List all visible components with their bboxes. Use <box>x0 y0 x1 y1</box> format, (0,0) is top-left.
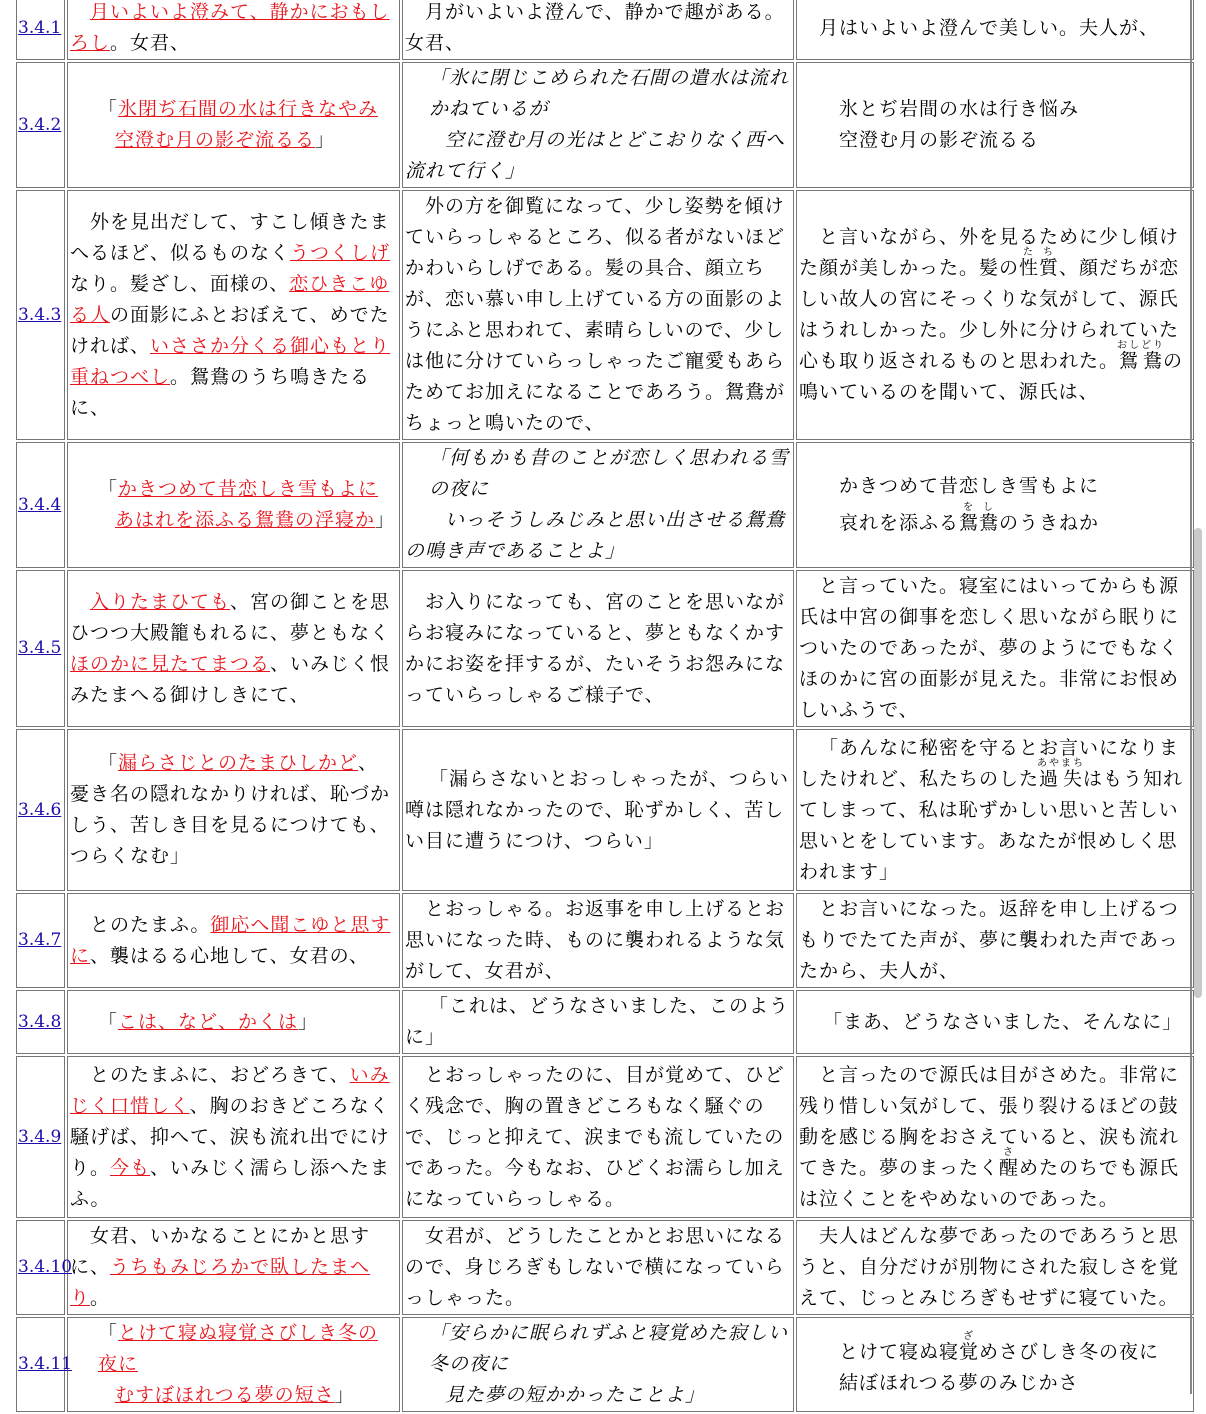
literary-text-fragment: 「あんなに秘密を守るとお言いになりましたけれど、私たちのした <box>799 736 1180 790</box>
literary-translation-cell <box>796 893 1194 988</box>
highlighted-phrase: こは、など、かくは <box>118 1010 299 1033</box>
row-id-link[interactable]: 3.4.2 <box>18 114 62 135</box>
quote-open: 「 <box>98 98 119 120</box>
table-row <box>16 570 1194 727</box>
modern-translation-cell <box>402 990 794 1054</box>
modern-poem-line: 「何もかも昔のことが恋しく思われる雪の夜に <box>429 447 790 500</box>
row-id-link[interactable]: 3.4.4 <box>18 494 62 515</box>
literary-text-fragment: の鳴いているのを聞いて、源氏は、 <box>799 350 1184 403</box>
row-id-link[interactable]: 3.4.9 <box>18 1126 62 1147</box>
ruby-annotated-word: 性質たち <box>1019 247 1060 279</box>
modern-text: お入りになっても、宮のことを思いながらお寝みになっていると、夢ともなくかすかにお姿を拝するが、たいそうお怨みになっていらっしゃるご様子で、 <box>405 590 786 706</box>
table-row <box>16 990 1194 1054</box>
modern-poem-line: 「氷に閉じこめられた石間の遣水は流れかねているが <box>429 67 790 120</box>
original-text-cell <box>67 990 400 1054</box>
modern-text: 月がいよいよ澄んで、静かで趣がある。女君、 <box>405 1 785 54</box>
literary-translation-cell <box>796 570 1194 727</box>
vertical-scrollbar[interactable] <box>1194 528 1202 998</box>
quote-open: 「 <box>98 752 119 774</box>
literary-text: 「まあ、どうなさいました、そんなに」 <box>823 1010 1183 1033</box>
highlighted-phrase: いささか分くる御心もとり重ねつべし <box>70 334 391 388</box>
original-text-cell <box>67 1220 400 1315</box>
original-text-fragment: 女君、いかなることにかと思すに、 <box>70 1225 371 1278</box>
literary-text-fragment: と言いながら、外を見るために少し傾けた顔が美しかった。髪の <box>799 226 1180 279</box>
ruby-annotated-word: 鴛鴦をし <box>959 502 1000 534</box>
table-row <box>16 1220 1194 1315</box>
highlighted-phrase: 氷閉ぢ石間の水は行きなやみ <box>118 98 379 120</box>
original-text-cell <box>67 1317 400 1412</box>
original-text-fragment: 、いみじく恨みたまへる御けしきにて、 <box>70 652 391 706</box>
modern-translation-cell <box>402 1056 794 1218</box>
original-text-fragment: 、憂き名の隠れなかりければ、恥づかしう、苦しき目を見るにつけても、つらくなむ <box>70 752 391 867</box>
literary-text: 月はいよいよ澄んで美しい。夫人が、 <box>819 16 1160 39</box>
ruby-annotated-word: 醒さ <box>999 1146 1020 1179</box>
highlighted-phrase: あはれを添ふる鴛鴦の浮寝か <box>115 509 376 531</box>
original-text-fragment: 。 <box>90 1287 111 1309</box>
highlighted-phrase: うちもみじろかで臥したまへり <box>70 1256 371 1309</box>
quote-open: 「 <box>98 1010 119 1033</box>
modern-text: とおっしゃる。お返事を申し上げるとお思いになった時、ものに襲われるような気がして、女君が、 <box>405 898 786 982</box>
highlighted-phrase: かきつめて昔恋しき雪もよに <box>118 478 379 500</box>
ruby-annotated-word: 覚ざ <box>959 1330 980 1363</box>
original-text-cell <box>67 893 400 988</box>
table-row <box>16 893 1194 988</box>
row-id-link[interactable]: 3.4.1 <box>18 17 62 38</box>
row-id-link[interactable]: 3.4.6 <box>18 799 62 820</box>
row-id-cell <box>16 729 65 891</box>
text-comparison-sheet <box>14 0 1190 1414</box>
literary-text-fragment: めたのちでも源氏は泣くことをやめないのであった。 <box>799 1156 1179 1210</box>
literary-poem-line: 結ぼほれつる夢のみじかさ <box>839 1371 1079 1394</box>
quote-open: 「 <box>98 478 119 500</box>
original-text-cell <box>67 729 400 891</box>
modern-translation-cell <box>402 62 794 188</box>
original-text-fragment: 。女君、 <box>110 32 191 54</box>
original-text-fragment: とのたまふに、おどろきて、 <box>90 1063 350 1086</box>
modern-translation-cell <box>402 442 794 568</box>
original-text-fragment: 、胸のおきどころなく騒げば、抑へて、涙も流れ出でにけり。 <box>70 1094 390 1179</box>
row-id-cell <box>16 1056 65 1218</box>
literary-translation-cell <box>796 0 1194 60</box>
literary-translation-cell <box>796 1317 1194 1412</box>
literary-text-fragment: と言ったので源氏は目がさめた。非常に残り惜しい気がして、張り裂けるほどの鼓動を感じる胸をおさえていると、涙も流れてきた。夢のまったく <box>799 1063 1180 1179</box>
ruby-annotated-word: 過失あやまち <box>1037 757 1086 790</box>
literary-translation-cell <box>796 1220 1194 1315</box>
original-text-fragment: 。鴛鴦のうち鳴きたるに、 <box>70 365 371 419</box>
original-text-fragment: 、いみじく濡らし添へたまふ。 <box>70 1156 391 1210</box>
modern-translation-cell <box>402 893 794 988</box>
table-row <box>16 729 1194 891</box>
highlighted-phrase: 空澄む月の影ぞ流るる <box>115 129 316 151</box>
literary-text-fragment: 哀れを添ふる <box>839 512 960 534</box>
modern-text: 「これは、どうなさいました、このように」 <box>405 995 790 1048</box>
table-row <box>16 1056 1194 1218</box>
row-id-cell <box>16 893 65 988</box>
literary-translation-cell <box>796 1056 1194 1218</box>
table-row <box>16 442 1194 568</box>
modern-text: 外の方を御覧になって、少し姿勢を傾けていらっしゃるところ、似る者がないほどかわいらしげである。髪の具合、顔立ちが、恋い慕い申し上げている方の面影のようにふと思われて、素晴らしいので、少しは他に分けていらっしゃったご寵愛もあらためてお加えになることであろう。鴛鴦がちょっと鳴いたので、 <box>405 195 786 434</box>
row-id-cell <box>16 570 65 727</box>
original-text-fragment: なり。髪ざし、面様の、 <box>70 272 290 295</box>
original-text-cell <box>67 570 400 727</box>
modern-translation-cell <box>402 190 794 440</box>
table-row <box>16 0 1194 60</box>
table-row <box>16 1317 1194 1412</box>
modern-poem-line: 空に澄む月の光はとどこおりなく西へ流れて行く」 <box>405 129 786 182</box>
row-id-cell <box>16 1317 73 1412</box>
original-text-fragment: 外を見出だして、すこし傾きたまへるほど、似るものなく <box>70 210 390 264</box>
literary-translation-cell <box>796 442 1194 568</box>
modern-translation-cell <box>402 1317 794 1412</box>
highlighted-phrase: 今も <box>110 1156 151 1179</box>
literary-text: と言っていた。寝室にはいってからも源氏は中宮の御事を恋しく思いながら眠りについたのであったが、夢のようにでもなくほのかに宮の面影が見えた。非常にお恨めしいふうで、 <box>799 575 1180 721</box>
modern-translation-cell <box>402 570 794 727</box>
modern-poem-line: いっそうしみじみと思い出させる鴛鴦の鳴き声であることよ」 <box>405 509 786 562</box>
highlighted-phrase: 恋ひきこゆる人 <box>70 272 390 326</box>
original-text-fragment: の面影にふとおぼえて、めでたければ、 <box>70 303 390 357</box>
modern-poem-line: 見た夢の短かかったことよ」 <box>445 1384 706 1406</box>
row-id-cell <box>16 0 65 60</box>
original-text-cell <box>67 1056 400 1218</box>
literary-text: とお言いになった。返辞を申し上げるつもりでたてた声が、夢に襲われた声であったから、夫人が、 <box>799 898 1179 982</box>
literary-poem-line: 氷とぢ岩間の水は行き悩み <box>839 98 1080 120</box>
highlighted-phrase: むすぼほれつる夢の短さ <box>115 1384 335 1406</box>
highlighted-phrase: ほのかに見たてまつる <box>70 652 271 675</box>
literary-poem-line: かきつめて昔恋しき雪もよに <box>839 475 1100 497</box>
highlighted-phrase: 月いよいよ澄みて、静かにおもしろし <box>70 1 390 54</box>
highlighted-phrase: うつくしげ <box>290 241 391 264</box>
literary-translation-cell <box>796 990 1194 1054</box>
literary-translation-cell <box>796 729 1194 891</box>
original-text-cell <box>67 0 400 60</box>
modern-text: 「漏らさないとおっしゃったが、つらい噂は隠れなかったので、恥ずかしく、苦しい目に遭うにつけ、つらい」 <box>405 767 790 852</box>
literary-text-fragment: とけて寝ぬ寝 <box>839 1340 960 1363</box>
highlighted-phrase: 入りたまひても <box>90 590 231 613</box>
row-id-cell <box>16 990 65 1054</box>
ruby-annotated-word: 鴛鴦おしどり <box>1117 340 1166 372</box>
row-id-cell <box>16 62 65 188</box>
comparison-table <box>14 0 1196 1414</box>
modern-translation-cell <box>402 729 794 891</box>
original-text-cell <box>67 442 400 568</box>
modern-translation-cell <box>402 1220 794 1315</box>
modern-text: とおっしゃったのに、目が覚めて、ひどく残念で、胸の置きどころもなく騒ぐので、じっと抑えて、涙までも流していたのであった。今もなお、ひどくお濡らし加えになっていらっしゃる。 <box>405 1063 785 1210</box>
modern-poem-line: 「安らかに眠られずふと寝覚めた寂しい冬の夜に <box>429 1322 789 1375</box>
original-text-fragment: 、襲はるる心地して、女君の、 <box>90 944 369 967</box>
row-id-link[interactable]: 3.4.11 <box>18 1354 73 1374</box>
quote-close: 」 <box>315 129 336 151</box>
row-id-cell <box>16 190 65 440</box>
row-id-link[interactable]: 3.4.10 <box>18 1257 73 1277</box>
original-text-cell <box>67 190 400 440</box>
original-text-fragment: とのたまふ。 <box>90 913 211 936</box>
quote-close: 」 <box>170 845 191 867</box>
table-row <box>16 190 1194 440</box>
quote-close: 」 <box>375 509 396 531</box>
literary-text: 夫人はどんな夢であったのであろうと思うと、自分だけが別物にされた寂しさを覚えて、じっとみじろぎもせずに寝ていた。 <box>799 1225 1180 1309</box>
literary-text-fragment: めさびしき冬の夜に <box>979 1340 1160 1363</box>
row-id-link[interactable]: 3.4.7 <box>18 930 62 950</box>
literary-translation-cell <box>796 190 1194 440</box>
highlighted-phrase: 御応へ聞こゆと思すに <box>70 913 391 967</box>
literary-translation-cell <box>796 62 1194 188</box>
quote-close: 」 <box>298 1010 319 1033</box>
literary-poem-line: 空澄む月の影ぞ流るる <box>839 129 1040 151</box>
row-id-link[interactable]: 3.4.5 <box>18 638 62 658</box>
quote-close: 」 <box>334 1384 355 1406</box>
page-edge-rule <box>1190 0 1192 1394</box>
highlighted-phrase: いみじく口惜しく <box>70 1063 390 1117</box>
quote-open: 「 <box>98 1322 119 1344</box>
row-id-cell <box>16 1220 73 1315</box>
literary-text-fragment: 、顔だちが恋しい故人の宮にそっくりな気がして、源氏はうれしかった。少し外に分けられていた心も取り返されるものと思われた。 <box>799 257 1180 372</box>
literary-text-fragment: のうきねか <box>999 512 1100 534</box>
highlighted-phrase: 漏らさじとのたまひしかど <box>118 752 359 774</box>
row-id-link[interactable]: 3.4.8 <box>18 1011 62 1032</box>
modern-translation-cell <box>402 0 794 60</box>
row-id-cell <box>16 442 65 568</box>
original-text-fragment: 、宮の御ことを思ひつつ大殿籠もれるに、夢ともなく <box>70 590 391 644</box>
literary-text-fragment: はもう知れてしまって、私は恥ずかしい思いと苦しい思いとをしています。あなたが恨めしく思われます」 <box>799 767 1184 883</box>
original-text-cell <box>67 62 400 188</box>
table-row <box>16 62 1194 188</box>
highlighted-phrase: とけて寝ぬ寝覚さびしき冬の夜に <box>98 1322 379 1375</box>
modern-text: 女君が、どうしたことかとお思いになるので、身じろぎもしないで横になっていらっしゃった。 <box>405 1225 786 1309</box>
row-id-link[interactable]: 3.4.3 <box>18 304 62 325</box>
